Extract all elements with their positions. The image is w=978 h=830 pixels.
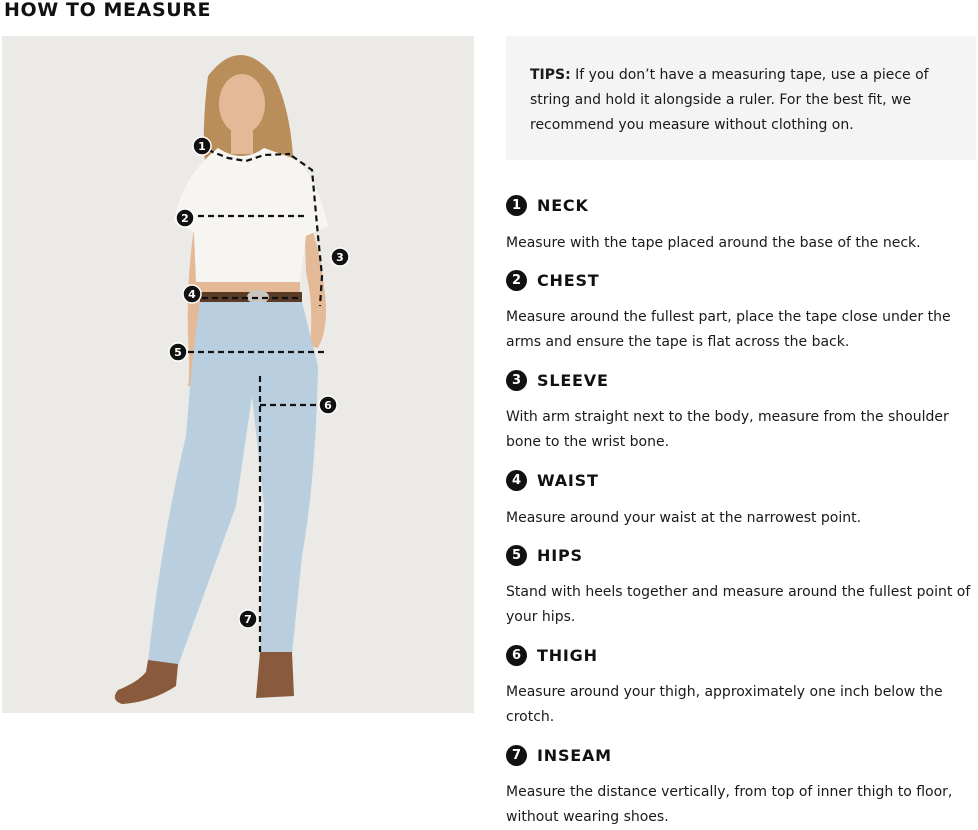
tips-label: TIPS: (530, 67, 571, 83)
step-title: INSEAM (537, 745, 612, 765)
tips-text: If you don’t have a measuring tape, use a piece of string and hold it alongside a ruler. For the best fit, we recommend you measure without clothing on. (530, 67, 929, 133)
step-neck (506, 193, 976, 256)
step-chest (506, 268, 976, 355)
svg-text:1: 1 (198, 140, 206, 153)
svg-text:6: 6 (324, 399, 332, 412)
face (219, 74, 265, 134)
svg-text:7: 7 (244, 613, 252, 626)
marker-2 (176, 209, 194, 227)
step-number-badge: 6 (506, 645, 527, 666)
marker-4 (183, 285, 201, 303)
step-description: Measure around the fullest part, place the tape close under the arms and ensure the tape is flat across the back. (506, 309, 951, 350)
step-description: Measure around your waist at the narrowest point. (506, 510, 862, 526)
marker-1 (193, 137, 211, 155)
page-title: HOW TO MEASURE (4, 0, 212, 21)
marker-6 (319, 396, 337, 414)
model-illustration (2, 36, 474, 713)
step-description: Stand with heels together and measure around the fullest point of your hips. (506, 584, 971, 625)
svg-text:4: 4 (188, 288, 196, 301)
svg-text:3: 3 (336, 251, 344, 264)
step-inseam (506, 743, 976, 830)
neck (231, 128, 253, 154)
marker-3 (331, 248, 349, 266)
step-title: NECK (537, 195, 589, 215)
step-thigh (506, 643, 976, 730)
svg-text:5: 5 (174, 346, 182, 359)
step-title: THIGH (537, 645, 598, 665)
marker-7 (239, 610, 257, 628)
step-description: Measure with the tape placed around the base of the neck. (506, 235, 921, 251)
step-description: With arm straight next to the body, measure from the shoulder bone to the wrist bone. (506, 409, 949, 450)
step-number-badge: 5 (506, 545, 527, 566)
step-number-badge: 7 (506, 745, 527, 766)
svg-text:2: 2 (181, 212, 189, 225)
step-title: HIPS (537, 545, 583, 565)
tips-box (506, 36, 976, 160)
step-number-badge: 4 (506, 470, 527, 491)
step-title: CHEST (537, 270, 600, 290)
step-waist (506, 468, 976, 531)
step-hips (506, 543, 976, 630)
measurement-figure (2, 36, 474, 713)
step-description: Measure the distance vertically, from top of inner thigh to floor, without wearing shoes. (506, 784, 953, 825)
step-number-badge: 3 (506, 370, 527, 391)
step-number-badge: 2 (506, 270, 527, 291)
step-sleeve (506, 368, 976, 455)
step-number-badge: 1 (506, 195, 527, 216)
marker-5 (169, 343, 187, 361)
right-boot (256, 652, 294, 698)
step-title: WAIST (537, 470, 599, 490)
step-title: SLEEVE (537, 370, 609, 390)
step-description: Measure around your thigh, approximately one inch below the crotch. (506, 684, 943, 725)
